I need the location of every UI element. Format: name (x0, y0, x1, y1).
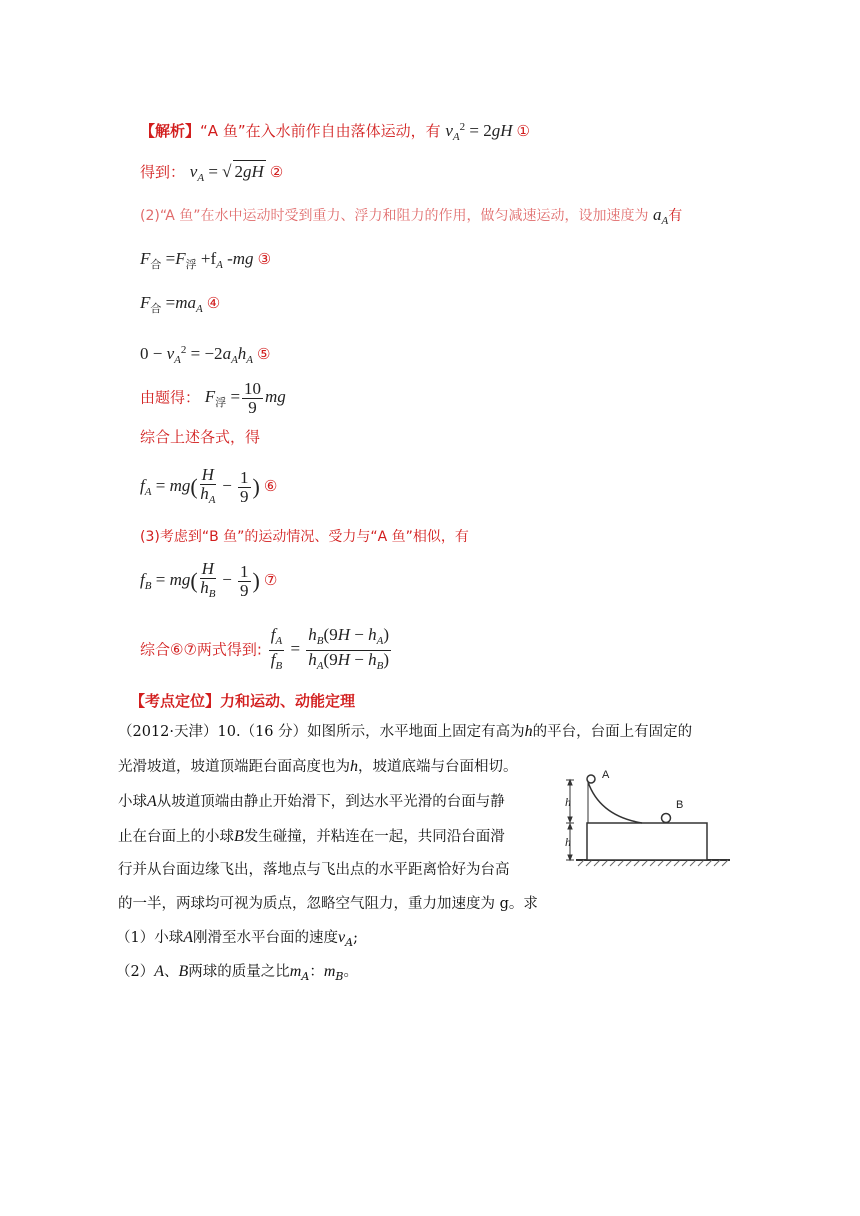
kaodian-line (130, 690, 355, 712)
question-2: （2）A、B两球的质量之比$m_A$：$m_B$。 (116, 963, 358, 983)
formula-kinematics: $0 - v_A^2 = -2a_Ah_A$ (140, 344, 254, 366)
kaodian-tag: 【考点定位】 (130, 692, 221, 710)
solution-line-3: (2)“A 鱼”在水中运动时受到重力、浮力和阻力的作用，做匀减速运动，设加速度为 $a_A$有 (140, 205, 683, 227)
formula-newton: $F_合 =ma_A$ (140, 293, 203, 315)
label-h-top: h (565, 795, 571, 809)
platform-ramp-figure (552, 766, 734, 868)
problem-header: （2012·天津）10.（16 分）如图所示，水平地面上固定有高为h的平台，台面上有固定的 (118, 723, 693, 740)
analysis-tag: 【解析】 (140, 122, 201, 140)
solution-line-8: 综合上述各式，得 (140, 428, 261, 446)
formula-velocity: $v_A$ = √ 2gH (189, 162, 264, 184)
solution-line-7: 由题得： $F_浮$ = $\frac{10}{9}$ mg (140, 379, 286, 417)
question-1: （1）小球A刚滑至水平台面的速度$v_A$; (116, 929, 358, 949)
label-h-bottom: h (565, 835, 571, 849)
problem-line-5: 行并从台面边缘飞出，落地点与飞出点的水平距离恰好为台高 (118, 862, 510, 878)
solution-line-10: (3)考虑到“B 鱼”的运动情况、受力与“A 鱼”相似，有 (140, 529, 469, 545)
ball-a (587, 775, 595, 783)
formula-buoyancy: $F_浮$ = $\frac{10}{9}$ mg (204, 379, 286, 417)
problem-line-2: 光滑坡道，坡道顶端距台面高度也为h，坡道底端与台面相切。 (118, 758, 518, 775)
platform (587, 823, 707, 860)
formula-net-force: $F_合 =F_浮 +f_A$ -mg (140, 249, 254, 271)
solution-line-9: $f_A = mg$( $\frac{H}{h_A}$ − $\frac{1}{9}$ ) ⑥ (140, 465, 278, 506)
solution-line-2: 得到： $v_A$ = √ 2gH ② (140, 162, 284, 184)
formula-free-fall: $v_A^2 = 2gH$ (445, 121, 513, 143)
problem-line-4: 止在台面上的小球B发生碰撞，并粘连在一起，共同沿台面滑 (118, 828, 505, 845)
problem-line-3: 小球A从坡道顶端由静止开始滑下，到达水平光滑的台面与静 (118, 793, 505, 810)
formula-fA: $f_A = mg$( $\frac{H}{h_A}$ − $\frac{1}{9}$ ) (140, 465, 260, 506)
ramp (588, 782, 642, 823)
solution-line-12: 综合⑥⑦两式得到: $\frac{f_A}{f_B}$ = $\frac{h_B(9H - h_A)}{h_A(9H - h_B)}$ (140, 626, 393, 675)
kaodian-text: 力和运动、动能定理 (220, 692, 356, 710)
solution-line-6: $0 - v_A^2 = -2a_Ah_A$ ⑤ (140, 344, 271, 366)
ground (576, 860, 730, 866)
formula-ratio: $\frac{f_A}{f_B}$ = $\frac{h_B(9H - h_A)}{h_A(9H - h_B)}$ (270, 625, 389, 672)
label-b: B (676, 799, 684, 811)
solution-line-1: 【解析】“A 鱼”在入水前作自由落体运动，有 $v_A^2 = 2gH$ ① (140, 121, 530, 143)
solution-line-5: $F_合 =ma_A$ ④ (140, 293, 221, 315)
formula-fB: $f_B = mg$( $\frac{H}{h_B}$ − $\frac{1}{9}$ ) (140, 559, 260, 600)
problem-line-6: 的一半，两球均可视为质点，忽略空气阻力，重力加速度为 g。求 (118, 896, 538, 912)
line1-text: “A 鱼”在入水前作自由落体运动，有 (200, 122, 441, 140)
solution-line-11: $f_B = mg$( $\frac{H}{h_B}$ − $\frac{1}{9}$ ) ⑦ (140, 559, 278, 600)
solution-line-4: $F_合 =F_浮 +f_A$ -mg ③ (140, 249, 272, 271)
ball-b (662, 814, 671, 823)
label-a: A (602, 769, 610, 781)
